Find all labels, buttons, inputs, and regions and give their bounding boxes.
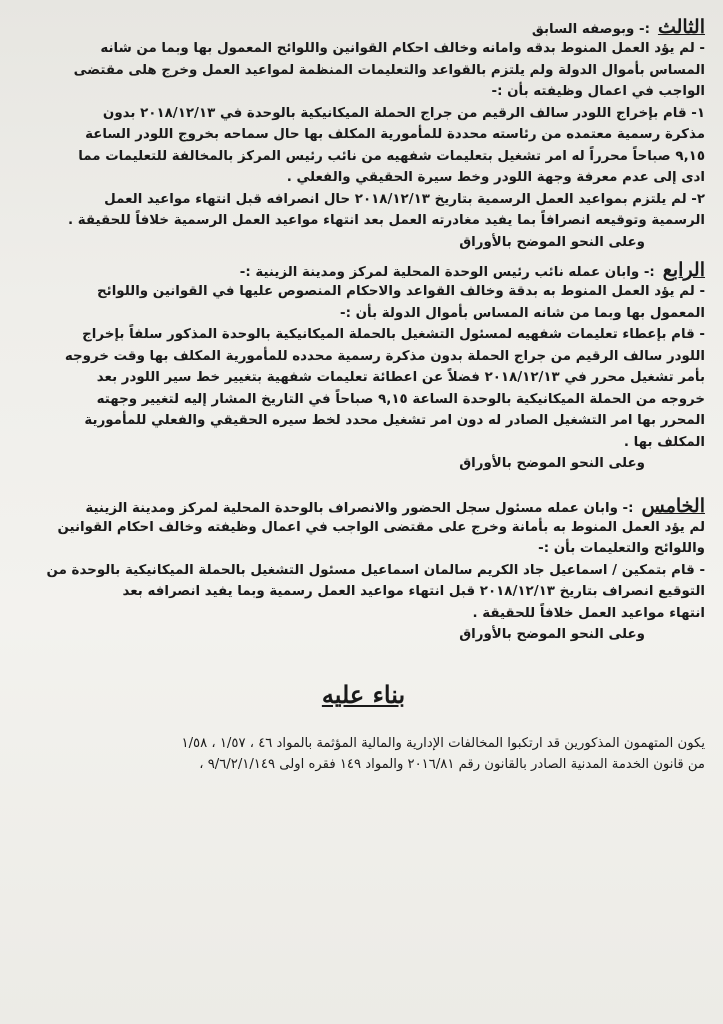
conclusion-body <box>22 733 705 776</box>
text-line: - قام بإعطاء تعليمات شفهيه لمسئول التشغيل بالحملة الميكانيكية بالوحدة المذكور سلفاً بإخراج <box>82 327 705 342</box>
text-line: ١- قام بإخراج اللودر سالف الرقيم من جراج الحملة الميكانيكية بالوحدة في ٢٠١٨/١٢/١٣ بدون <box>102 105 705 121</box>
section-third <box>22 16 705 253</box>
section-fourth-closing: وعلى النحو الموضح بالأوراق <box>459 456 645 471</box>
section-fifth-header <box>22 495 705 517</box>
text-line: يكون المتهمون المذكورين قد ارتكبوا المخالفات الإدارية والمالية المؤثمة بالمواد ٤٦ ، ١/٥٧ ، ١/٥٨ <box>181 735 705 751</box>
conclusion-title: بناء عليه <box>321 679 406 709</box>
text-line: المحرر بها امر التشغيل الصادر له دون امر تشغيل محدد لخط سيره الحقيقي والفعلي للمأمورية <box>84 413 705 428</box>
section-third-subtitle: :- وبوصفه السابق <box>531 22 650 37</box>
text-line: ٢- لم يلتزم بمواعيد العمل الرسمية بتاريخ ٢٠١٨/١٢/١٣ حال انصرافه قبل انتهاء مواعيد العمل <box>104 191 705 207</box>
text-line: ٩,١٥ صباحاً محرراً له امر تشغيل بتعليمات شفهيه من نائب رئيس المركز بالمخالفة للتعليمات مما <box>78 148 705 164</box>
text-line: التوقيع انصراف بتاريخ ٢٠١٨/١٢/١٣ قبل انتهاء مواعيد العمل رسمية وبما يفيد انصرافه بعد <box>122 584 705 599</box>
text-line: - قام بتمكين / اسماعيل جاد الكريم سالمان اسماعيل مسئول التشغيل بالحملة الميكانيكية بالوحدة من <box>46 562 705 578</box>
text-line: لم يؤد العمل المنوط به بأمانة وخرج على مقتضى الواجب في اعمال وظيفته وخالف احكام القوانين <box>57 519 705 535</box>
section-fifth-heading: الخامس <box>641 494 705 517</box>
text-line: واللوائح والتعليمات بأن :- <box>538 541 705 556</box>
text-line: المكلف بها . <box>623 434 705 450</box>
section-third-closing: وعلى النحو الموضح بالأوراق <box>459 234 645 250</box>
section-fifth-subtitle: :- وابان عمله مسئول سجل الحضور والانصراف بالوحدة المحلية لمركز ومدينة الزينية <box>85 500 634 516</box>
section-fourth-subtitle: :- وابان عمله نائب رئيس الوحدة المحلية لمركز ومدينة الزينية :- <box>239 265 655 280</box>
section-third-heading: الثالث <box>657 16 705 38</box>
text-line: - لم يؤد العمل المنوط به بدقة وخالف القواعد والاحكام المنصوص عليها في القوانين واللوائح <box>97 284 705 299</box>
text-line: ادى إلى عدم معرفة وجهة اللودر وخط سيرة الحقيقي والفعلي . <box>286 170 705 185</box>
text-line: الرسمية وتوقيعه انصرافاً بما يفيد مغادرته العمل بعد انتهاء مواعيد العمل الرسمية خلافاً للحقيقة . <box>68 213 705 228</box>
text-line: مذكرة رسمية معتمده من رئاسته محددة للمأمورية المكلف بها حال سماحه بخروج اللودر الساعة <box>85 127 705 142</box>
text-line: انتهاء مواعيد العمل خلافاً للحقيقة . <box>472 605 705 621</box>
text-line: - لم يؤد العمل المنوط بدقه وامانه وخالف احكام القوانين واللوائح المعمول بها وبما من شانه <box>100 41 705 56</box>
text-line: خروجه من الحملة الميكانيكية بالوحدة الساعة ٩,١٥ صباحاً في التاريخ المشار إليه لتغيير وجهته <box>96 391 705 407</box>
text-line: من قانون الخدمة المدنية الصادر بالقانون رقم ٢٠١٦/٨١ والمواد ١٤٩ فقره اولى ٩/٦/٢/١/١٤٩ ، <box>199 757 705 772</box>
text-line: اللودر سالف الرقيم من جراج الحملة بدون مذكرة رسمية محدده للمأمورية المكلف بها وقت خروجه <box>64 348 705 364</box>
section-fourth-heading: الرابع <box>662 259 705 281</box>
text-line: الواجب في اعمال وظيفته بأن :- <box>491 84 705 99</box>
text-line: المساس بأموال الدولة ولم يلتزم بالقواعد والتعليمات المنظمة لمواعيد العمل وخرج هلى مقتضى <box>73 62 705 78</box>
section-fourth-header <box>22 259 705 281</box>
spacer <box>22 481 705 491</box>
section-fourth <box>22 259 705 475</box>
section-fifth <box>22 495 705 646</box>
text-line: بأمر تشغيل محرر في ٢٠١٨/١٢/١٣ فضلاً عن اعطائة تعليمات شفهية بتغيير خط سير اللودر بعد <box>96 370 705 385</box>
section-third-header <box>22 16 705 38</box>
section-fifth-closing: وعلى النحو الموضح بالأوراق <box>459 627 645 642</box>
text-line: المعمول بها وبما من شانه المساس بأموال الدولة بأن :- <box>340 305 705 321</box>
